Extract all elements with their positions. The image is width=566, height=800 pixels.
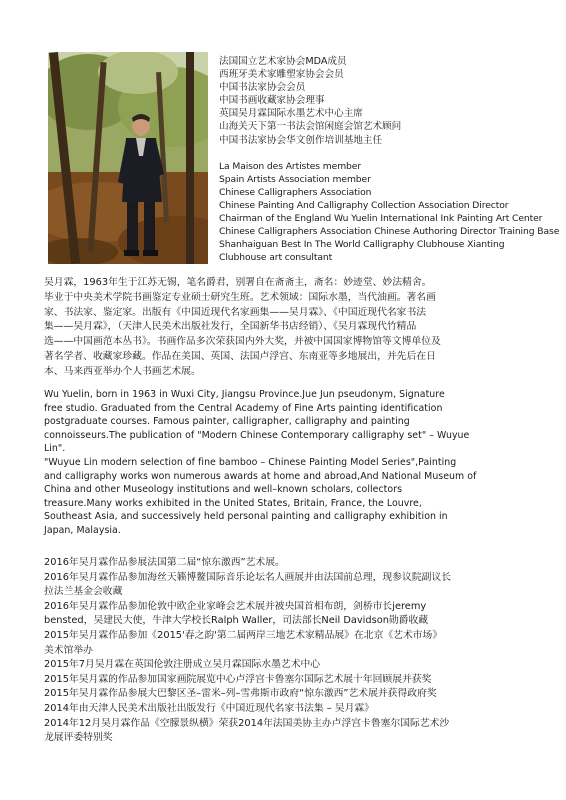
event-line: 龙展评委特别奖 [44,732,113,744]
credential-line: 中国书法家协会会员 [219,82,306,94]
bio-line: 本、马来西亚举办个人书画艺术展。 [44,365,201,377]
portrait-illustration [48,52,208,264]
bio-line: treasure.Many works exhibited in the United States, Britain, France, the Louvre, [44,497,422,509]
credential-line: Chinese Painting And Calligraphy Collection Association Director [219,199,509,211]
credential-line: 英国吴月霖国际水墨艺术中心主席 [219,108,363,120]
credential-line: La Maison des Artistes member [219,160,362,172]
bio-line: postgraduate courses. Famous painter, calligrapher, calligraphy and painting [44,416,410,428]
bio-line: "Wuyue Lin modern selection of fine bamboo – Chinese Painting Model Series",Painting [44,456,457,468]
event-line: 拉法兰基金会收藏 [44,586,123,598]
bio-line: Lin". [44,443,66,455]
credential-line: 中国书法家协会华文创作培训基地主任 [219,134,383,146]
event-line: 2016年吴月霖作品参展法国第二届“惊东激西”艺术展。 [44,557,285,568]
credential-line: Clubhouse art consultant [219,252,333,264]
credentials-block [219,55,559,264]
bio-line: 选——中国画范本丛书》。书画作品多次荣获国内外大奖，并被中国国家博物馆等文博单位及 [44,336,441,348]
credential-line: 中国书画收藏家协会理事 [219,95,325,107]
event-line: 美术馆举办 [44,644,93,656]
bio-line: 家、书法家、鉴定家。出版有《中国近现代名家画集——吴月霖》、《中国近现代名家书法 [44,306,427,318]
event-line: 2016年吴月霖作品参加伦敦中欧企业家峰会艺术展并被央国首相布朗，剑桥市长jeremy [44,600,427,612]
credential-line: 西班牙美术家雕塑家协会会员 [219,69,344,81]
event-line: bensted，吴建民大使，牛津大学校长Ralph Waller，司法部长Neil Davidson勋爵收藏 [44,615,429,627]
bio-line: Japan, Malaysia. [44,524,121,536]
biography-english [44,388,534,538]
bio-line: free studio. Graduated from the Central Academy of Fine Arts painting identification [44,402,443,414]
bio-line: China and other Museology institutions and well–known scholars, collectors [44,484,403,496]
bio-line: and calligraphy works won numerous awards at home and abroad,And National Museum of [44,470,477,482]
event-line: 2015年吴月霖的作品参加国家画院展览中心卢浮宫卡鲁塞尔国际艺术展十年回顾展并获奖 [44,673,432,685]
credential-line: Spain Artists Association member [219,173,371,185]
bio-line: 著名学者、收藏家珍藏。作品在美国、英国、法国卢浮宫、东南亚等多地展出，并先后在日 [44,350,436,362]
credential-line: Shanhaiguan Best In The World Calligraphy Clubhouse Xianting [219,239,505,251]
credential-line: Chinese Calligraphers Association Chinese Authoring Director Training Base [219,226,560,238]
event-line: 2015年吴月霖作品参加《2015'春之韵'第二届两岸三地艺术家精品展》在北京《艺术市场》 [44,629,443,641]
event-line: 2014年由天津人民美术出版社出版发行《中国近现代名家书法集 – 吴月霖》 [44,702,374,714]
bio-line: 集——吴月霖》，（天津人民美术出版社发行，全国新华书店经销）、《吴月霖现代竹精品 [44,321,417,333]
bio-line: connoisseurs.The publication of "Modern Chinese Contemporary calligraphy set" – Wuyue [44,429,470,441]
credential-line: Chinese Calligraphers Association [219,186,372,198]
exhibition-timeline [44,556,534,746]
event-line: 2015年7月吴月霖在英国伦敦注册成立吴月霖国际水墨艺术中心 [44,659,321,671]
credential-line: 山海关天下第一书法会馆闲庭会馆艺术顾问 [219,121,402,133]
bio-line: Wu Yuelin, born in 1963 in Wuxi City, Jiangsu Province.Jue Jun pseudonym, Signature [44,389,445,400]
event-line: 2014年12月吴月霖作品《空朦景纵横》荣获2014年法国美协主办卢浮宫卡鲁塞尔国际艺术沙 [44,717,450,729]
bio-line: 吴月霖，1963年生于江苏无锡，笔名爵君，别署自在斋斋主，斋名：妙迹堂、妙法精舍。 [44,277,432,288]
credential-line: 法国国立艺术家协会MDA成员 [219,56,347,67]
credentials-english [219,160,559,265]
credentials-chinese [219,55,559,147]
bio-line: 毕业于中央美术学院书画鉴定专业硕士研究生班。艺术领域：国际水墨，当代油画。著名画 [44,291,436,303]
credential-line: Chairman of the England Wu Yuelin International Ink Painting Art Center [219,213,543,225]
biography-chinese [44,276,526,380]
event-line: 2016年吴月霖作品参加海丝天籁博鳌国际音乐论坛名人画展并由法国前总理，现参议院副议长 [44,571,452,583]
event-line: 2015年吴月霖作品参展大巴黎区圣–雷米–列–雪弗斯市政府“惊东激西”艺术展并获得政府奖 [44,688,437,700]
artist-portrait-photo [48,52,208,264]
bio-line: Southeast Asia, and successively held personal painting and calligraphy exhibition in [44,511,448,523]
